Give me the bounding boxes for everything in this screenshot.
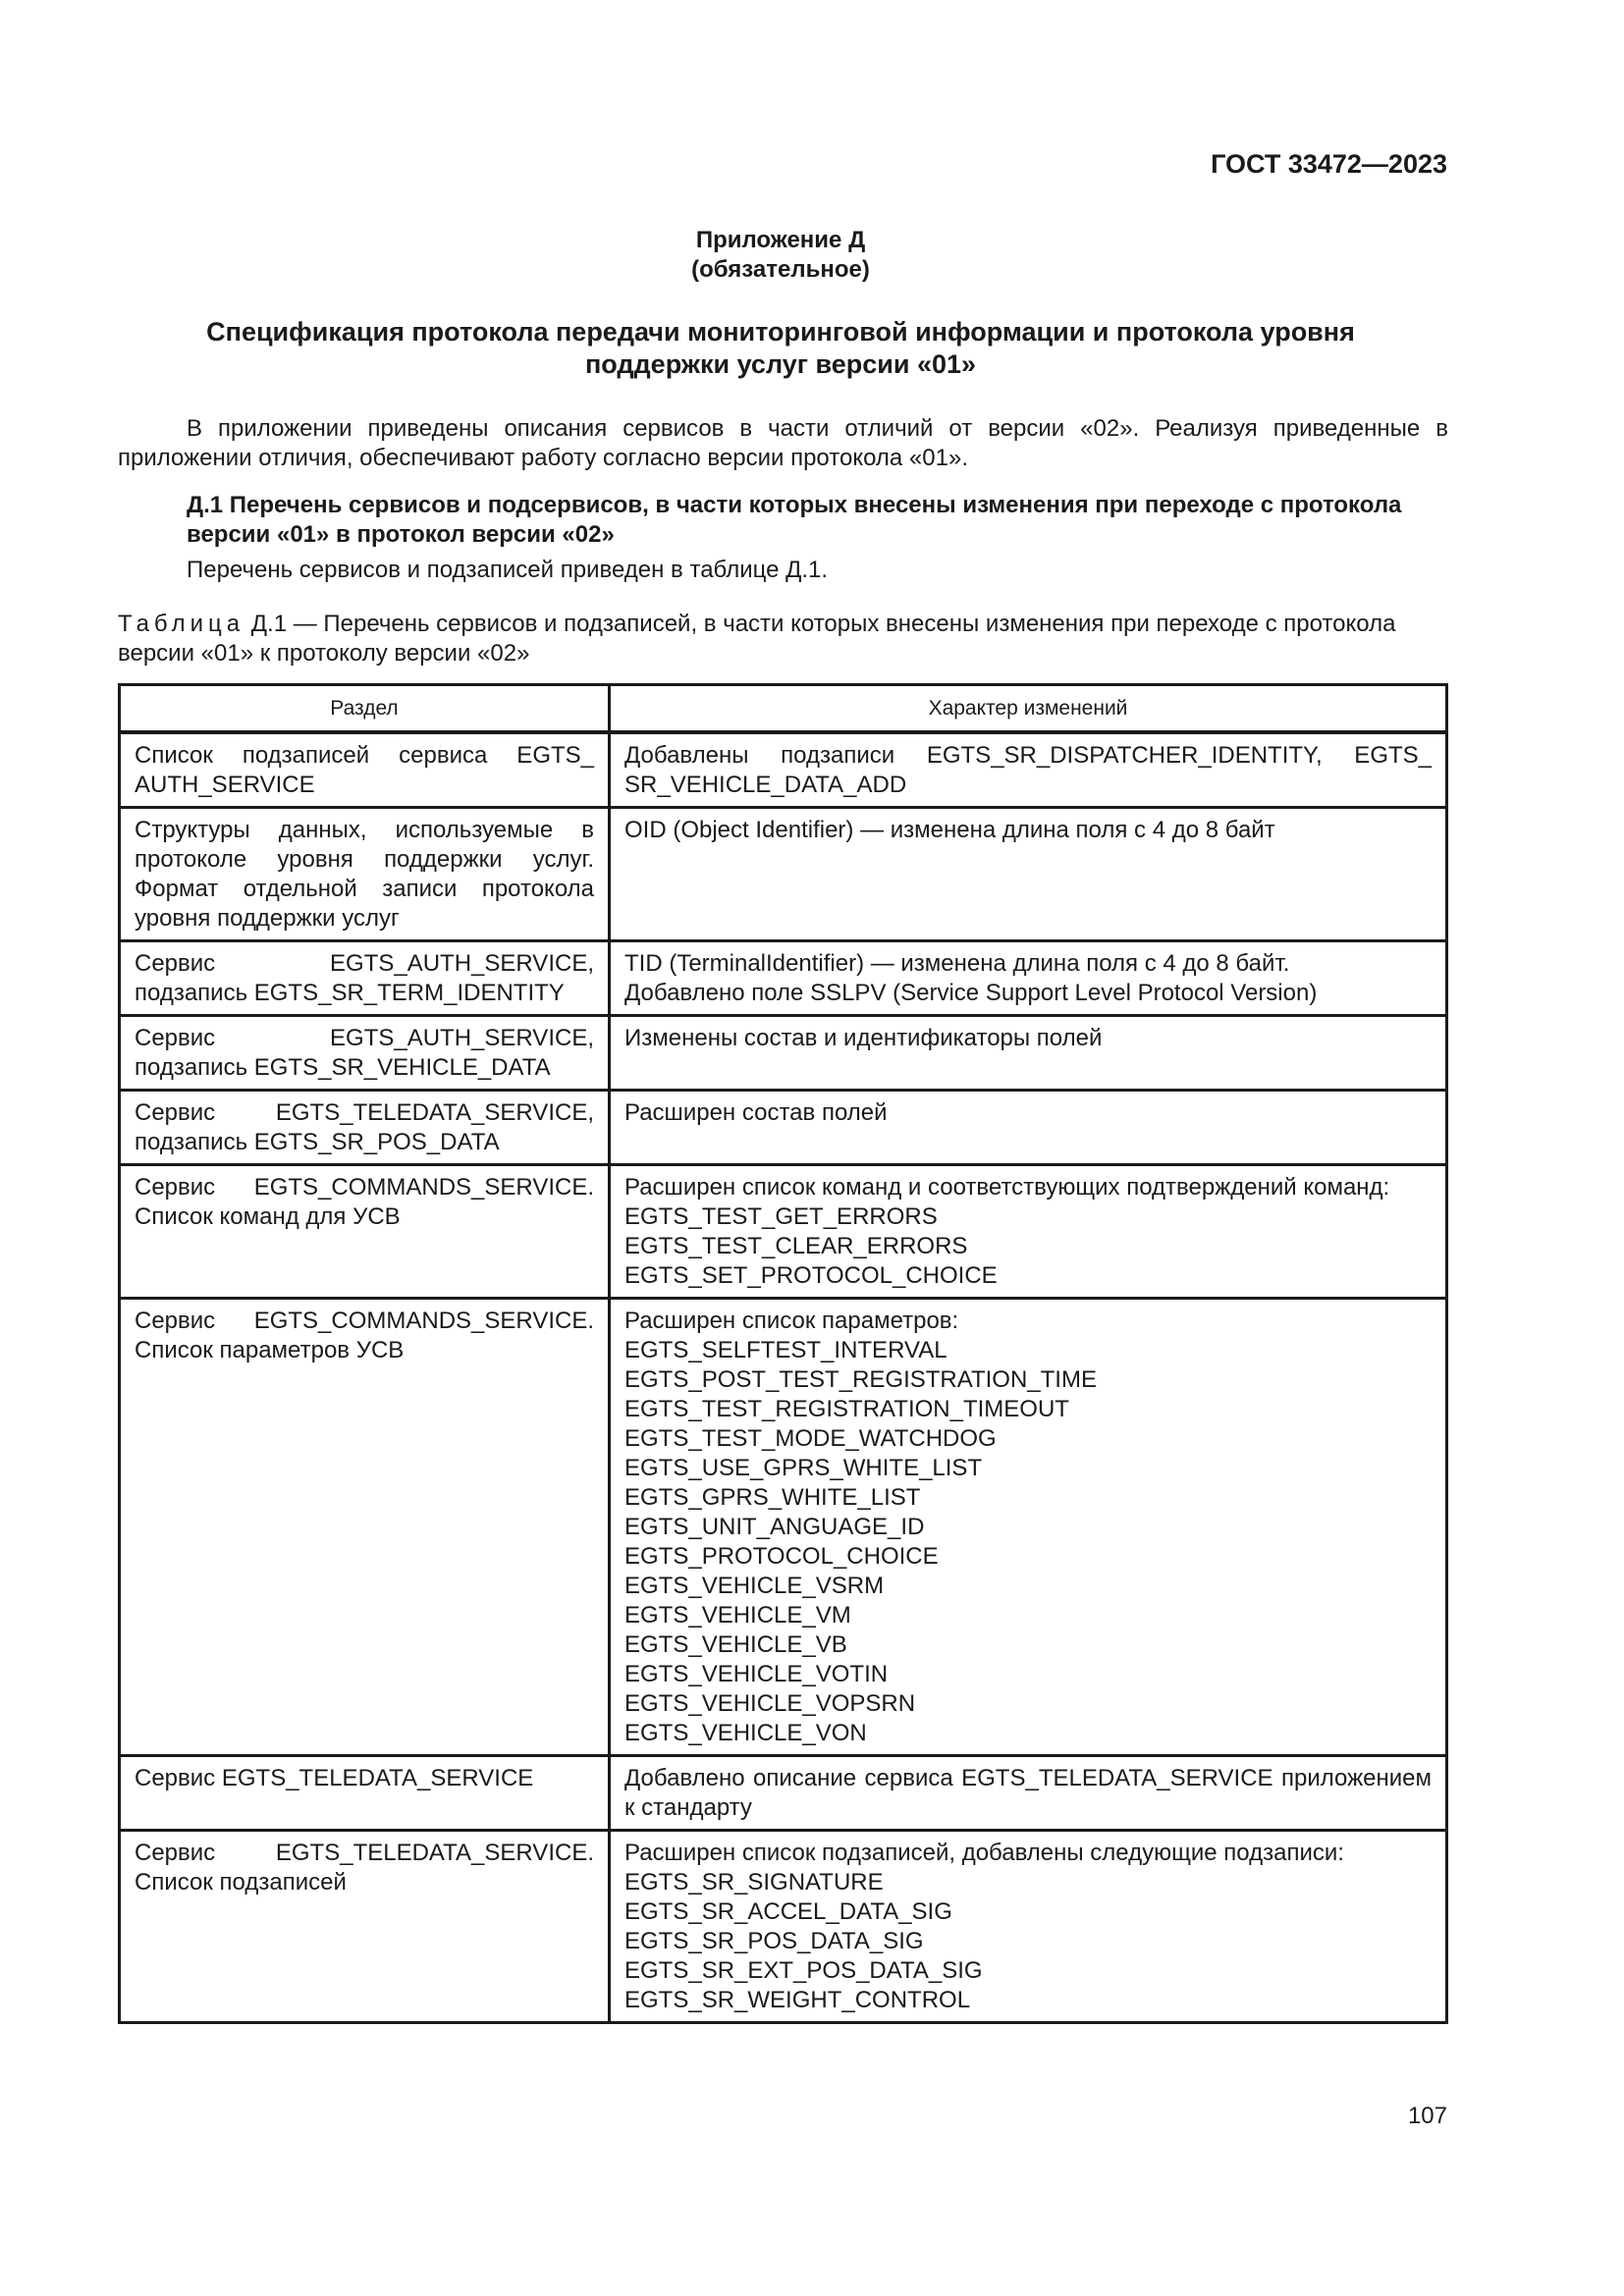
cell-changes bbox=[610, 941, 1447, 1016]
change-line: Расширен список команд и соответствующих подтверждений команд: bbox=[624, 1174, 1390, 1201]
table-caption-text: Д.1 — Перечень сервисов и подзаписей, в части которых внесены изменения при переходе с протокола версии «01» к протоколу версии «02» bbox=[118, 611, 1396, 667]
column-header-section: Раздел bbox=[120, 685, 610, 733]
change-line: EGTS_VEHICLE_VOPSRN bbox=[624, 1690, 916, 1717]
table-row bbox=[120, 808, 1447, 941]
change-line: EGTS_TEST_MODE_WATCHDOG bbox=[624, 1425, 997, 1452]
section-heading: Д.1 Перечень сервисов и подсервисов, в части которых внесены изменения при переходе с протокола версии «01» в протокол версии «02» bbox=[187, 492, 1402, 548]
table-caption-label: Таблица bbox=[118, 611, 245, 637]
change-line: EGTS_SR_WEIGHT_CONTROL bbox=[624, 1987, 971, 2013]
table-header-row bbox=[120, 685, 1447, 733]
cell-section: Структуры данных, используемые в протоколе уровня поддержки услуг. Формат отдельной записи протокола уровня поддержки услуг bbox=[120, 808, 610, 941]
change-line: Расширен список параметров: bbox=[624, 1308, 959, 1334]
change-line: EGTS_PROTOCOL_CHOICE bbox=[624, 1543, 939, 1570]
cell-changes bbox=[610, 1016, 1447, 1091]
change-line: EGTS_TEST_GET_ERRORS bbox=[624, 1203, 938, 1230]
cell-changes bbox=[610, 1756, 1447, 1831]
change-line: Добавлены подзаписи EGTS_SR_DISPATCHER_IDENTITY, EGTS_ SR_VEHICLE_DATA_ADD bbox=[624, 742, 1432, 798]
page-number: 107 bbox=[1407, 2103, 1447, 2129]
change-line: EGTS_SR_EXT_POS_DATA_SIG bbox=[624, 1957, 983, 1984]
change-line: EGTS_VEHICLE_VB bbox=[624, 1631, 847, 1658]
cell-section: Сервис EGTS_AUTH_SERVICE, подзапись EGTS_SR_VEHICLE_DATA bbox=[120, 1016, 610, 1091]
change-line: EGTS_VEHICLE_VON bbox=[624, 1720, 867, 1746]
table-row bbox=[120, 1016, 1447, 1091]
table-row bbox=[120, 732, 1447, 808]
section-body: Перечень сервисов и подзаписей приведен в таблице Д.1. bbox=[187, 557, 829, 583]
cell-changes bbox=[610, 1091, 1447, 1165]
change-line: EGTS_UNIT_ANGUAGE_ID bbox=[624, 1514, 925, 1540]
cell-changes bbox=[610, 1831, 1447, 2023]
table-caption bbox=[118, 610, 1448, 668]
table-row bbox=[120, 1299, 1447, 1756]
appendix-heading bbox=[0, 226, 1561, 285]
table-row bbox=[120, 1756, 1447, 1831]
cell-changes bbox=[610, 1299, 1447, 1756]
changes-table bbox=[118, 683, 1448, 2024]
change-line: EGTS_SR_SIGNATURE bbox=[624, 1869, 884, 1896]
intro-text: В приложении приведены описания сервисов в части отличий от версии «02». Реализуя приведенные в приложении отличия, обеспечивают работу согласно версии протокола «01». bbox=[118, 415, 1448, 471]
cell-section: Сервис EGTS_COMMANDS_SERVICE. Список команд для УСВ bbox=[120, 1165, 610, 1299]
change-line: EGTS_SR_ACCEL_DATA_SIG bbox=[624, 1898, 952, 1925]
table-row bbox=[120, 1165, 1447, 1299]
change-line: EGTS_SET_PROTOCOL_CHOICE bbox=[624, 1262, 998, 1289]
cell-section: Сервис EGTS_TELEDATA_SERVICE bbox=[120, 1756, 610, 1831]
standard-number: ГОСТ 33472—2023 bbox=[1211, 149, 1447, 179]
table-row bbox=[120, 941, 1447, 1016]
table-row bbox=[120, 1091, 1447, 1165]
change-line: EGTS_SR_POS_DATA_SIG bbox=[624, 1928, 924, 1954]
change-line: EGTS_VEHICLE_VSRM bbox=[624, 1573, 885, 1599]
cell-section: Сервис EGTS_TELEDATA_SERVICE, подзапись EGTS_SR_POS_DATA bbox=[120, 1091, 610, 1165]
intro-paragraph bbox=[118, 414, 1448, 473]
cell-changes bbox=[610, 1165, 1447, 1299]
main-title: Спецификация протокола передачи мониторинговой информации и протокола уровня поддержки услуг версии «01» bbox=[206, 317, 1355, 379]
change-line: EGTS_POST_TEST_REGISTRATION_TIME bbox=[624, 1366, 1097, 1393]
change-line: EGTS_SELFTEST_INTERVAL bbox=[624, 1337, 947, 1363]
cell-changes bbox=[610, 732, 1447, 808]
change-line: EGTS_GPRS_WHITE_LIST bbox=[624, 1484, 921, 1511]
change-line: EGTS_VEHICLE_VOTIN bbox=[624, 1661, 889, 1687]
change-line: Добавлено описание сервиса EGTS_TELEDATA_SERVICE приложением к стандарту bbox=[624, 1765, 1432, 1821]
table-row bbox=[120, 1831, 1447, 2023]
cell-section: Сервис EGTS_TELEDATA_SERVICE. Список подзаписей bbox=[120, 1831, 610, 2023]
cell-section: Список подзаписей сервиса EGTS_ AUTH_SERVICE bbox=[120, 732, 610, 808]
change-line: EGTS_USE_GPRS_WHITE_LIST bbox=[624, 1455, 983, 1481]
change-line: Расширен состав полей bbox=[624, 1099, 888, 1126]
change-line: TID (TerminalIdentifier) — изменена длина поля с 4 до 8 байт. bbox=[624, 950, 1290, 977]
change-line: EGTS_TEST_REGISTRATION_TIMEOUT bbox=[624, 1396, 1069, 1422]
change-line: Изменены состав и идентификаторы полей bbox=[624, 1025, 1103, 1051]
change-line: Добавлено поле SSLPV (Service Support Level Protocol Version) bbox=[624, 980, 1318, 1006]
change-line: OID (Object Identifier) — изменена длина поля с 4 до 8 байт bbox=[624, 817, 1275, 843]
change-line: EGTS_VEHICLE_VM bbox=[624, 1602, 851, 1629]
appendix-status: (обязательное) bbox=[691, 256, 870, 283]
appendix-title: Приложение Д bbox=[695, 227, 866, 253]
table-body bbox=[120, 732, 1447, 2023]
cell-changes bbox=[610, 808, 1447, 941]
column-header-changes: Характер изменений bbox=[610, 685, 1447, 733]
change-line: EGTS_TEST_CLEAR_ERRORS bbox=[624, 1233, 968, 1259]
cell-section: Сервис EGTS_COMMANDS_SERVICE. Список параметров УСВ bbox=[120, 1299, 610, 1756]
cell-section: Сервис EGTS_AUTH_SERVICE, подзапись EGTS_SR_TERM_IDENTITY bbox=[120, 941, 610, 1016]
change-line: Расширен список подзаписей, добавлены следующие подзаписи: bbox=[624, 1840, 1344, 1866]
